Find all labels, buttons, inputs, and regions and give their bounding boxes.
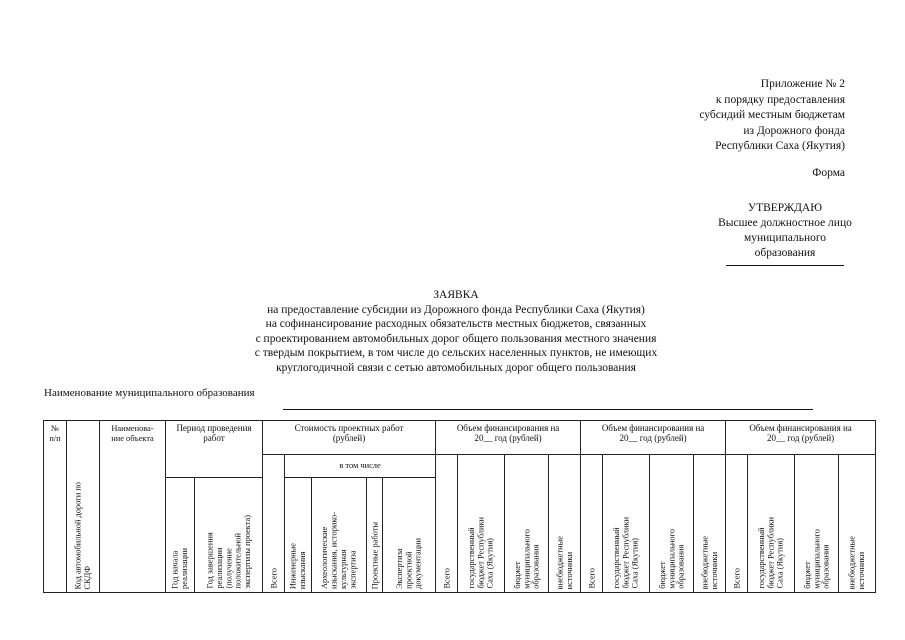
header-fin1-extrabudget <box>549 455 581 593</box>
title-line: с проектированием автомобильных дорог общего пользования местного значения <box>255 332 657 345</box>
header-cost-archaeology-label: Археологические изыскания, историко- культурная экспертиза <box>320 511 358 589</box>
header-cost-including: в том числе <box>285 455 436 478</box>
header-cost: Стоимость проектных работ (рублей) <box>263 421 436 455</box>
header-fin3-municipal-label: бюджет муниципального образования <box>802 529 831 589</box>
header-fin1-state-label: государственный бюджет Республики Саха (Якутия) <box>466 517 495 589</box>
header-fin3-total-label: Всего <box>731 568 741 589</box>
header-fin3-state <box>748 455 795 593</box>
header-fin2-state-label: государственный бюджет Республики Саха (Якутия) <box>611 517 640 589</box>
approval-line: образования <box>754 247 816 259</box>
header-fin1-extrabudget-label: внебюджетные источники <box>555 535 574 589</box>
header-fin2-municipal <box>650 455 694 593</box>
header-fin2-total-label: Всего <box>586 568 596 589</box>
header-num: № п/п <box>44 421 67 593</box>
header-period: Период проведения работ <box>166 421 263 478</box>
header-cost-survey <box>285 478 312 593</box>
header-fin1-state <box>458 455 505 593</box>
header-fin3-extrabudget-label: внебюджетные источники <box>847 535 867 589</box>
header-cost-survey-label: Инженерные изыскания <box>288 542 307 589</box>
form-label: Форма <box>812 167 845 179</box>
appendix-line: субсидий местным бюджетам <box>699 109 845 121</box>
header-fin1-municipal <box>505 455 549 593</box>
header-fin2-extrabudget-label: внебюджетные источники <box>700 535 719 589</box>
title-line: круглогодичной связи с сетью автомобильных дорог общего пользования <box>276 361 636 374</box>
header-cost-design-label: Проектные работы <box>369 521 379 589</box>
header-cost-total <box>263 455 285 593</box>
header-fin3-extrabudget <box>839 455 876 593</box>
header-object-name: Наименова- ние объекта <box>100 421 166 593</box>
title-line: на предоставление субсидии из Дорожного фонда Республики Саха (Якутия) <box>267 303 645 316</box>
appendix-line: Приложение № 2 <box>760 78 845 90</box>
application-table <box>43 420 876 593</box>
header-fin2-municipal-label: бюджет муниципального образования <box>657 529 686 589</box>
header-cost-expertise <box>383 478 436 593</box>
header-cost-archaeology <box>312 478 367 593</box>
title-line: на софинансирование расходных обязательств местных бюджетов, связанных <box>265 318 647 331</box>
appendix-line: Республики Саха (Якутия) <box>715 140 845 152</box>
header-period-start-label: Год начала реализации <box>170 548 189 589</box>
appendix-line: из Дорожного фонда <box>743 124 845 137</box>
signature-line <box>726 265 844 266</box>
header-cost-expertise-label: Экспертиза проектной документации <box>394 538 423 589</box>
approval-line: муниципального <box>743 232 827 244</box>
header-cost-total-label: Всего <box>268 568 278 589</box>
header-fin1-municipal-label: бюджет муниципального образования <box>512 529 541 589</box>
municipality-label: Наименование муниципального образования <box>44 387 255 399</box>
approval-block <box>705 201 865 266</box>
header-road-code-label: Код автомобильной дороги по СКДФ <box>73 481 92 589</box>
approval-title: УТВЕРЖДАЮ <box>747 202 823 214</box>
header-financing-2: Объем финансирования на 20__ год (рублей) <box>581 421 726 455</box>
header-fin3-municipal <box>795 455 839 593</box>
header-cost-design <box>367 478 383 593</box>
appendix-line: к порядку предоставления <box>715 93 845 106</box>
title-line: с твердым покрытием, в том числе до сельских населенных пунктов, не имеющих <box>254 347 658 360</box>
header-road-code <box>67 421 100 593</box>
header-financing-3: Объем финансирования на 20__ год (рублей) <box>726 421 876 455</box>
municipality-fill-line[interactable] <box>283 409 813 410</box>
header-period-start <box>166 478 195 593</box>
header-fin3-total <box>726 455 748 593</box>
header-fin2-total <box>581 455 603 593</box>
approval-line: Высшее должностное лицо <box>718 217 852 229</box>
header-fin2-state <box>603 455 650 593</box>
appendix-block <box>699 77 845 155</box>
document-title <box>150 288 762 376</box>
header-fin3-state-label: государственный бюджет Республики Саха (Якутия) <box>756 517 785 589</box>
header-fin2-extrabudget <box>694 455 726 593</box>
header-financing-1: Объем финансирования на 20__ год (рублей) <box>436 421 581 455</box>
header-fin1-total-label: Всего <box>441 568 451 589</box>
header-fin1-total <box>436 455 458 593</box>
header-period-end <box>195 478 263 593</box>
title-heading: ЗАЯВКА <box>433 289 479 301</box>
header-period-end-label: Год завершения реализации (получение положительной экспертизы проекта) <box>204 515 252 589</box>
